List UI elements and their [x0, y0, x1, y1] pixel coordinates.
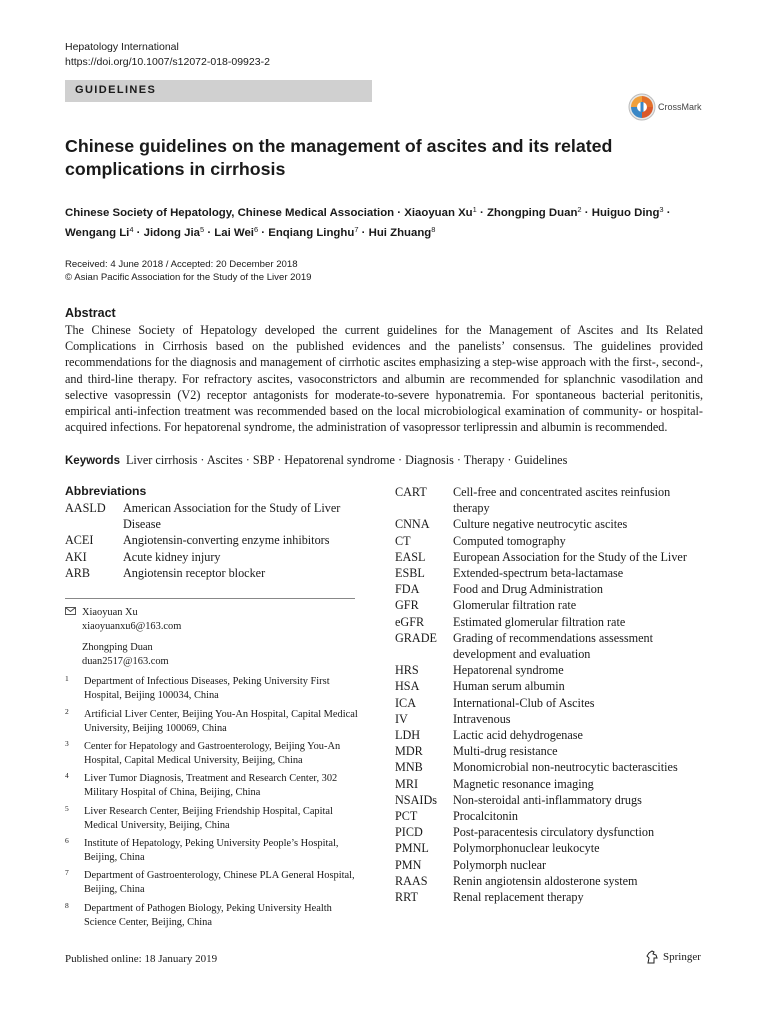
abbreviation-definition: Multi-drug resistance: [453, 744, 558, 759]
abbreviation-row: [395, 516, 707, 532]
abbreviation-definition: Grading of recommendations assessment development and evaluation: [453, 630, 654, 662]
abbreviation-definition: Magnetic resonance imaging: [453, 776, 594, 791]
affiliation-2: 2 Artificial Liver Center, Beijing You-An Hospital, Capital Medical University, Beijing 100069, China: [65, 707, 358, 734]
springer-label: Springer: [663, 951, 701, 963]
springer-horse-icon: [645, 950, 659, 964]
abbreviation-term: AASLD: [65, 501, 106, 515]
journal-header: [65, 40, 270, 70]
abbreviation-term: RAAS: [395, 873, 428, 888]
abbreviation-term: CNNA: [395, 517, 430, 532]
abbreviation-term: IV: [395, 711, 408, 726]
affiliation-6: 6 Institute of Hepatology, Peking University People’s Hospital, Beijing, China: [65, 836, 339, 863]
affiliation-7: 7 Department of Gastroenterology, Chinese PLA General Hospital, Beijing, China: [65, 868, 355, 895]
article-dates: [65, 258, 312, 284]
author-separator: ·: [476, 207, 487, 219]
abbreviation-row: [395, 549, 707, 565]
abbreviation-term: MNB: [395, 760, 423, 775]
abbreviation-row: [395, 711, 707, 727]
abbreviation-definition: Culture negative neutrocytic ascites: [453, 517, 628, 532]
affiliation-4: 4 Liver Tumor Diagnosis, Treatment and Research Center, 302 Military Hospital of China, Beijing, China: [65, 771, 338, 798]
abbreviation-definition: Polymorph nuclear: [453, 857, 547, 872]
abbreviation-row: [65, 565, 365, 581]
section-label: GUIDELINES: [75, 84, 157, 96]
springer-logo: [645, 950, 715, 966]
affiliation-5: 5 Liver Research Center, Beijing Friendship Hospital, Capital Medical University, Beijing, China: [65, 804, 333, 831]
abbreviation-row: [395, 792, 707, 808]
affiliation-1: 1 Department of Infectious Diseases, Peking University First Hospital, Beijing 100034, China: [65, 674, 330, 701]
abbreviation-definition: Renal replacement therapy: [453, 890, 584, 905]
author-list: [65, 202, 705, 241]
keywords-label: Keywords: [65, 455, 120, 467]
author-separator: ·: [133, 226, 144, 239]
abbreviation-row: [395, 840, 707, 856]
abstract-text: The Chinese Society of Hepatology developed the current guidelines for the Management of Ascites and Its Related Complications in Cirrhosis based on the published evidences and the panelists’ consensus. The guidelines provided recommendations for the diagnosis and management of cirrhotic ascites emphasizing a step-wise approach with the first-, second-, and third-line therapy. For refractory ascites, vasoconstrictors and albumin are recommended for splanchnic vasodilation and selective vasopressin (V2) receptor antagonists for moderate-to-severe hyponatremia. For spontaneous bacterial peritonitis, empirical anti-infection treatment was recommended based on the local microbiological examination of community- or hospital-acquired infections. For hepatorenal syndrome, the administration of vasopressor terlipressin and albumin is recommended.: [65, 323, 703, 435]
envelope-icon: [65, 607, 76, 615]
author[interactable]: Enqiang Linghu: [268, 226, 355, 239]
abbreviation-definition: Acute kidney injury: [123, 549, 221, 564]
section-label-bar: [65, 80, 372, 102]
abbreviation-definition: Non-steroidal anti-inflammatory drugs: [453, 792, 642, 807]
abbreviation-definition: European Association for the Study of the Liver: [453, 549, 687, 564]
contact-name-1: Xiaoyuan Xu: [82, 607, 138, 618]
abbreviation-term: LDH: [395, 728, 421, 743]
abbreviation-definition: Renin angiotensin aldosterone system: [453, 873, 638, 888]
abbreviation-definition: Monomicrobial non-neutrocytic bacterascities: [453, 760, 678, 775]
abbreviation-row: [395, 889, 707, 905]
abbreviation-term: NSAIDs: [395, 792, 437, 807]
author-separator: ·: [258, 226, 269, 239]
abbreviation-row: [395, 727, 707, 743]
author[interactable]: Zhongping Duan: [486, 207, 578, 219]
abbreviation-term: CART: [395, 485, 427, 499]
author[interactable]: Wengang Li: [65, 226, 130, 239]
author[interactable]: Hui Zhuang: [368, 226, 432, 239]
abbreviation-definition: Hepatorenal syndrome: [453, 663, 564, 678]
copyright: © Asian Pacific Association for the Study of the Liver 2019: [65, 272, 312, 283]
abbreviation-term: MRI: [395, 776, 419, 791]
abbreviation-term: ACEI: [65, 533, 94, 548]
abbreviation-definition: American Association for the Study of Liver Disease: [123, 501, 341, 532]
abbreviation-term: PMN: [395, 857, 422, 872]
abbreviation-term: PICD: [395, 825, 423, 840]
abstract-heading: Abstract: [65, 306, 116, 320]
author[interactable]: Huiguo Ding: [591, 207, 660, 219]
abbreviation-row: [65, 549, 365, 565]
abbreviations-right-column: [395, 484, 707, 905]
abbreviation-definition: Cell-free and concentrated ascites reinfusion therapy: [453, 485, 671, 516]
received-accepted: Received: 4 June 2018 / Accepted: 20 December 2018: [65, 259, 298, 270]
abbreviation-definition: Estimated glomerular filtration rate: [453, 614, 626, 629]
abbreviation-term: GFR: [395, 598, 419, 613]
abbreviation-row: [395, 484, 707, 516]
crossmark-icon: [628, 93, 656, 121]
crossmark-badge[interactable]: [628, 93, 708, 125]
abbreviation-term: FDA: [395, 582, 420, 597]
abbreviation-row: [395, 695, 707, 711]
keywords: [65, 453, 705, 468]
abbreviation-row: [395, 743, 707, 759]
contact-email-2[interactable]: duan2517@163.com: [82, 655, 169, 667]
author-affiliation-mark: 5: [199, 224, 205, 234]
abbreviation-term: GRADE: [395, 630, 437, 645]
abbreviation-definition: Human serum albumin: [453, 679, 565, 694]
abbreviation-definition: Lactic acid dehydrogenase: [453, 728, 583, 743]
author-affiliation-mark: 2: [577, 205, 582, 214]
contact-email-1[interactable]: xiaoyuanxu6@163.com: [82, 620, 182, 632]
abbreviation-row: [395, 533, 707, 549]
author-affiliation-mark: 1: [472, 205, 477, 214]
abbreviation-row: [395, 776, 707, 792]
abbreviation-term: HSA: [395, 679, 420, 694]
abbreviation-term: HRS: [395, 663, 419, 678]
abbreviation-row: [395, 759, 707, 775]
abbreviation-definition: Angiotensin-converting enzyme inhibitors: [123, 533, 330, 548]
abbreviations-left-column: [65, 500, 365, 581]
author-separator: ·: [663, 207, 671, 219]
abbreviation-definition: Procalcitonin: [453, 809, 518, 824]
author-affiliation-mark: 7: [354, 224, 359, 234]
abbreviations-heading: Abbreviations: [65, 484, 147, 498]
abbreviation-term: ARB: [65, 565, 91, 580]
published-online: Published online: 18 January 2019: [65, 953, 218, 965]
abbreviation-definition: Glomerular filtration rate: [453, 598, 577, 613]
abbreviation-row: [65, 500, 365, 532]
abbreviation-term: ICA: [395, 695, 416, 710]
author-separator: ·: [204, 226, 215, 239]
author-separator: ·: [358, 226, 369, 239]
author[interactable]: Xiaoyuan Xu: [404, 207, 473, 219]
author-affiliation-mark: 3: [659, 205, 664, 214]
author[interactable]: Jidong Jia: [143, 226, 200, 239]
abbreviation-definition: Extended-spectrum beta-lactamase: [453, 566, 624, 581]
abbreviation-row: [395, 678, 707, 694]
crossmark-label: CrossMark: [658, 102, 702, 112]
author[interactable]: Chinese Society of Hepatology, Chinese Medical Association: [65, 207, 395, 219]
author-separator: ·: [581, 207, 592, 219]
abbreviation-definition: Post-paracentesis circulatory dysfunction: [453, 825, 655, 840]
abbreviation-row: [395, 662, 707, 678]
footnote-divider: [65, 598, 355, 599]
journal-name: Hepatology International: [65, 41, 179, 53]
keywords-text: Liver cirrhosis · Ascites · SBP · Hepatorenal syndrome · Diagnosis · Therapy · Guidelines: [125, 453, 568, 467]
abbreviation-row: [395, 873, 707, 889]
contact-name-2: Zhongping Duan: [82, 642, 153, 653]
abbreviation-term: PMNL: [395, 841, 429, 856]
article-title: Chinese guidelines on the management of ascites and its related complications in cirrhosis: [65, 136, 613, 179]
abbreviation-term: PCT: [395, 809, 418, 824]
abbreviation-term: ESBL: [395, 566, 425, 581]
author-affiliation-mark: 6: [253, 224, 259, 234]
abbreviation-definition: Food and Drug Administration: [453, 582, 603, 597]
abbreviation-term: AKI: [65, 549, 87, 564]
abbreviation-row: [395, 630, 707, 662]
author-affiliation-mark: 4: [129, 224, 134, 234]
abbreviation-definition: International-Club of Ascites: [453, 695, 595, 710]
abbreviation-row: [395, 565, 707, 581]
abbreviation-term: eGFR: [395, 614, 425, 629]
abbreviation-term: MDR: [395, 744, 423, 759]
abbreviation-definition: Angiotensin receptor blocker: [123, 565, 266, 580]
affiliation-8: 8 Department of Pathogen Biology, Peking University Health Science Center, Beijing, China: [65, 901, 332, 928]
abbreviation-row: [395, 808, 707, 824]
abbreviation-row: [395, 581, 707, 597]
abbreviation-row: [395, 597, 707, 613]
abbreviation-row: [65, 532, 365, 548]
abbreviation-definition: Computed tomography: [453, 533, 566, 548]
affiliation-3: 3 Center for Hepatology and Gastroenterology, Beijing You-An Hospital, Capital Medical University, Beijing, China: [65, 739, 341, 766]
abbreviation-definition: Intravenous: [453, 711, 511, 726]
abbreviation-row: [395, 614, 707, 630]
abbreviation-row: [395, 857, 707, 873]
abbreviation-definition: Polymorphonuclear leukocyte: [453, 841, 600, 856]
abbreviation-term: CT: [395, 533, 411, 548]
correspondence-block: [65, 606, 181, 668]
author[interactable]: Lai Wei: [214, 226, 254, 239]
abbreviation-row: [395, 824, 707, 840]
author-affiliation-mark: 8: [431, 224, 436, 234]
abbreviation-term: RRT: [395, 890, 418, 905]
abbreviation-term: EASL: [395, 549, 426, 564]
author-separator: ·: [394, 207, 405, 219]
journal-doi-link[interactable]: https://doi.org/10.1007/s12072-018-09923-2: [65, 56, 270, 68]
